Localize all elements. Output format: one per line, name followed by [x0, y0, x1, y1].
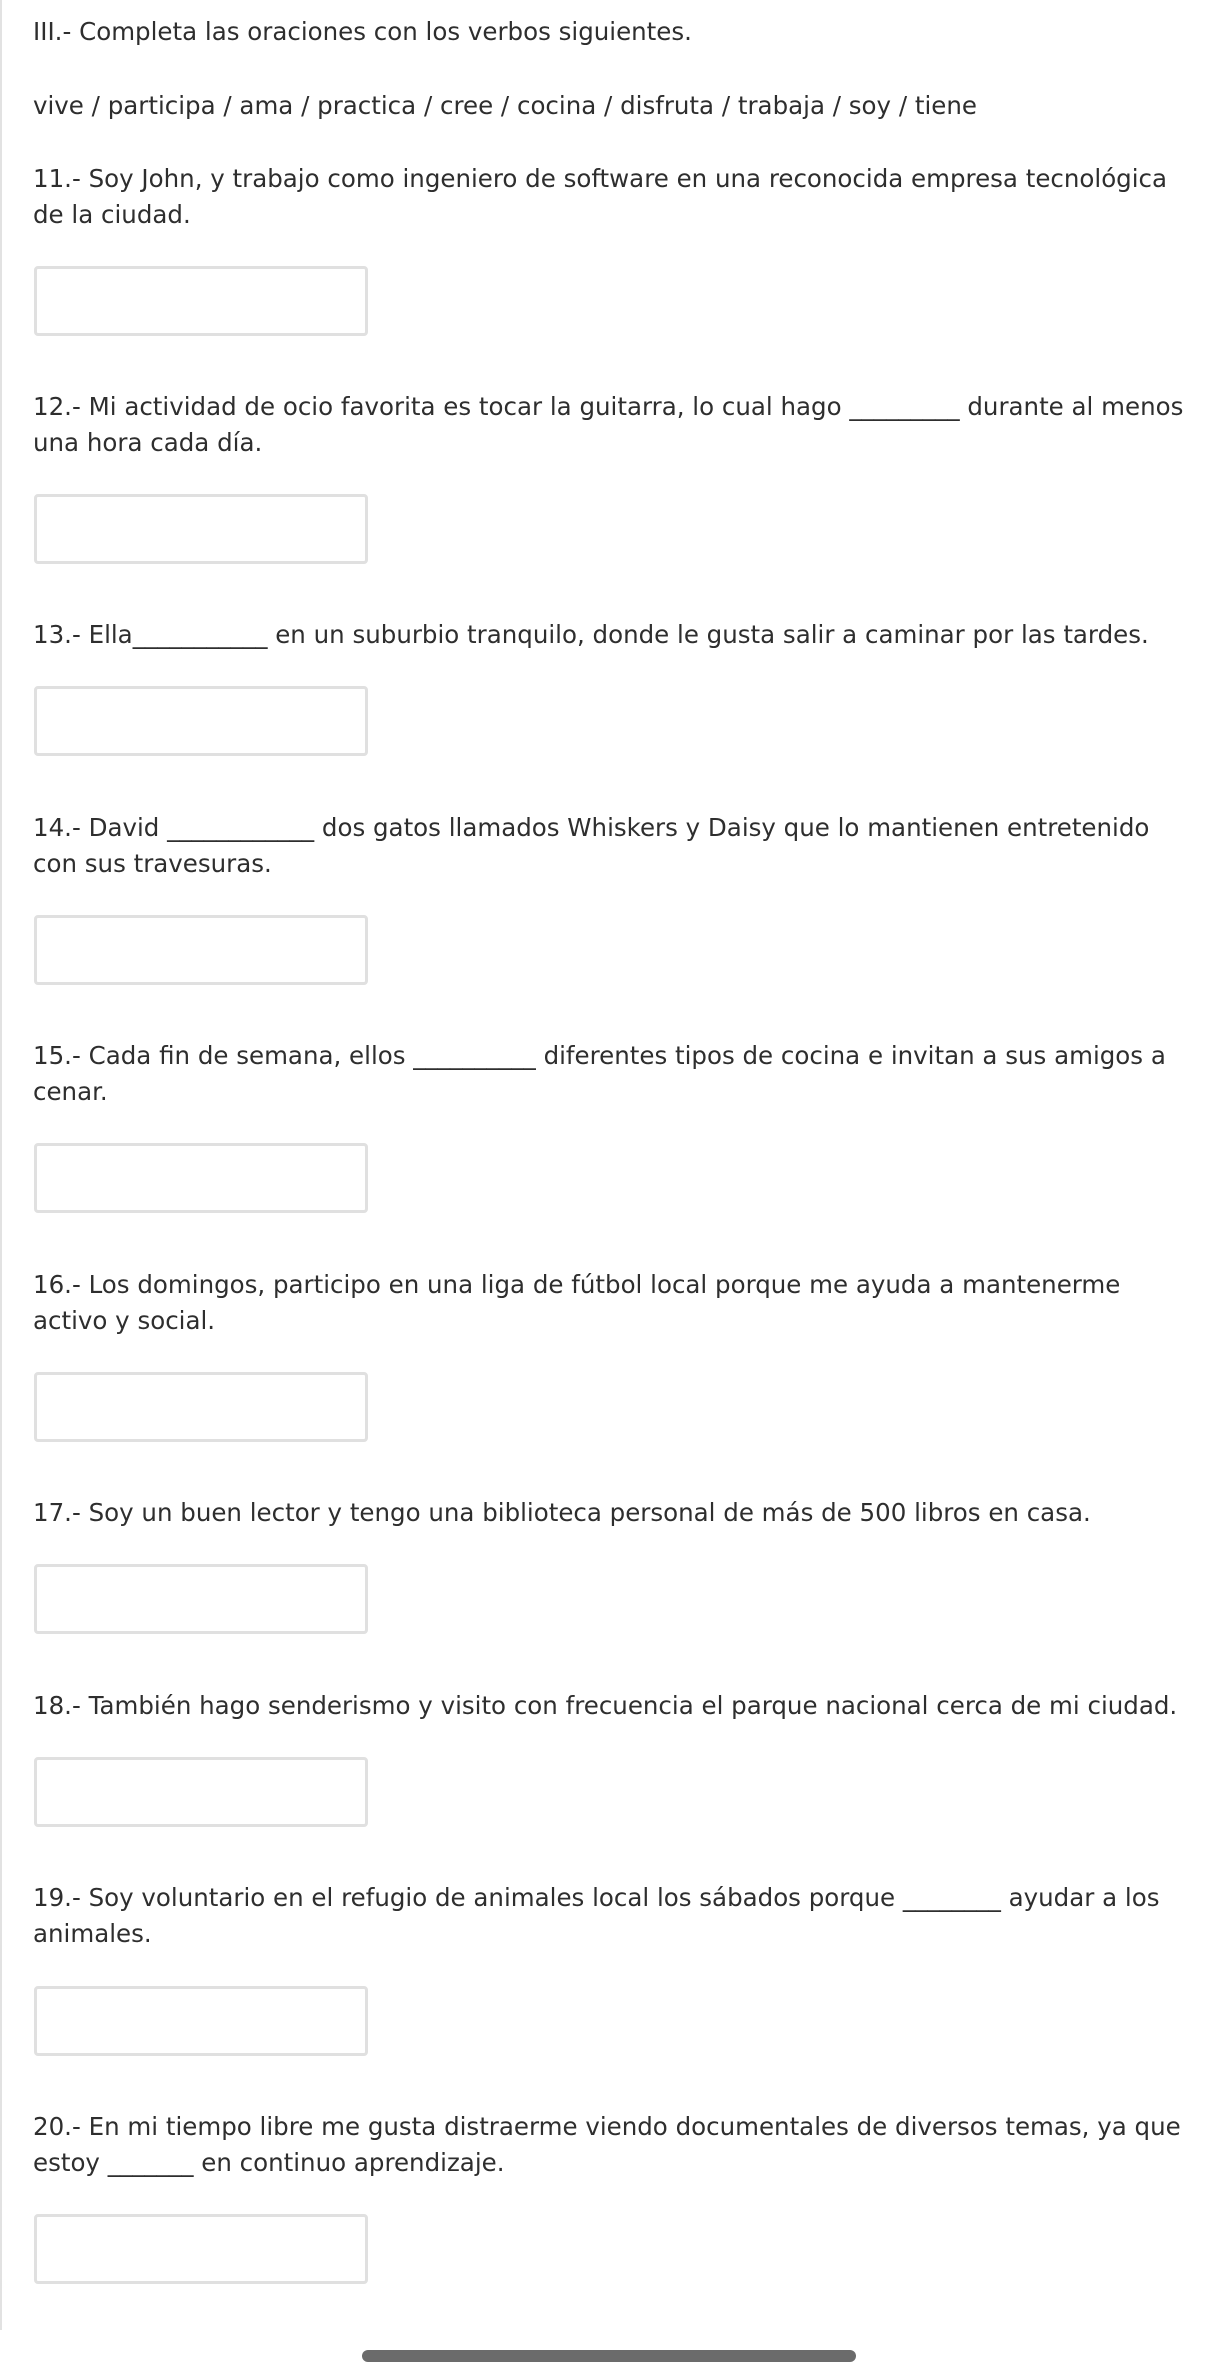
answer-input-16[interactable] [34, 1372, 368, 1442]
question-19-text: 19.- Soy voluntario en el refugio de animales local los sábados porque ________ ayudar a los animales. [33, 1883, 1160, 1948]
answer-input-20[interactable] [34, 2214, 368, 2284]
question-17-text: 17.- Soy un buen lector y tengo una biblioteca personal de más de 500 libros en casa. [33, 1498, 1091, 1527]
question-11-text: 11.- Soy John, y trabajo como ingeniero de software en una reconocida empresa tecnológica de la ciudad. [33, 164, 1168, 229]
answer-input-12[interactable] [34, 494, 368, 564]
question-13-text: 13.- Ella___________ en un suburbio tranquilo, donde le gusta salir a caminar por las tardes. [33, 620, 1149, 649]
answer-input-15[interactable] [34, 1143, 368, 1213]
question-14-text: 14.- David ____________ dos gatos llamados Whiskers y Daisy que lo mantienen entretenido con sus travesuras. [33, 813, 1150, 878]
page-left-border [0, 0, 2, 2330]
question-12-text: 12.- Mi actividad de ocio favorita es tocar la guitarra, lo cual hago _________ durante al menos una hora cada día. [33, 392, 1184, 457]
section-heading: III.- Completa las oraciones con los verbos siguientes. [33, 17, 692, 46]
answer-input-11[interactable] [34, 266, 368, 336]
word-bank: vive / participa / ama / practica / cree / cocina / disfruta / trabaja / soy / tiene [33, 91, 977, 120]
home-indicator-bar[interactable] [362, 2350, 856, 2362]
question-15-text: 15.- Cada fin de semana, ellos __________ diferentes tipos de cocina e invitan a sus amigos a cenar. [33, 1041, 1166, 1106]
question-20-text: 20.- En mi tiempo libre me gusta distraerme viendo documentales de diversos temas, ya que estoy _______ en continuo aprendizaje. [33, 2112, 1181, 2177]
answer-input-18[interactable] [34, 1757, 368, 1827]
question-16-text: 16.- Los domingos, participo en una liga de fútbol local porque me ayuda a mantenerme activo y social. [33, 1270, 1121, 1335]
answer-input-13[interactable] [34, 686, 368, 756]
answer-input-17[interactable] [34, 1564, 368, 1634]
answer-input-14[interactable] [34, 915, 368, 985]
question-18-text: 18.- También hago senderismo y visito con frecuencia el parque nacional cerca de mi ciudad. [33, 1691, 1178, 1720]
answer-input-19[interactable] [34, 1986, 368, 2056]
